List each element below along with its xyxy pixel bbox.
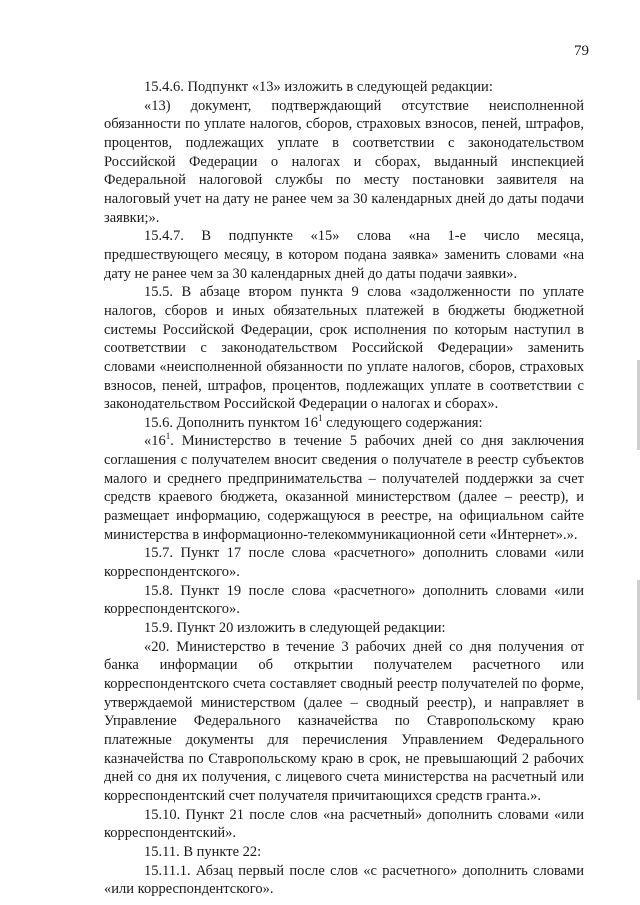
- paragraph-text: следующего содержания:: [322, 414, 483, 431]
- paragraph: «20. Министерство в течение 3 рабочих дней со дня получения от банка информации об открытии получателем расчетного или корреспондентского счета составляет сводный реестр получателей по форме, утверждаемой министерством (далее – сводный реестр), и направляет в Управление Федерального казначейства по Ставропольскому краю платежные документы для перечисления Управлением Федерального казначейства по Ставропольскому краю в срок, не превышающий 2 рабочих дней со дня их получения, с лицевого счета министерства на расчетный или корреспондентский счет получателя причитающихся средств гранта.».: [104, 638, 584, 804]
- paragraph-text: 15.6. Дополнить пунктом 16: [144, 414, 318, 431]
- paragraph-text: «16: [144, 433, 166, 450]
- paragraph: 15.5. В абзаце втором пункта 9 слова «задолженности по уплате налогов, сборов и иных обязательных платежей в бюджеты бюджетной системы Российской Федерации, срок исполнения по которым наступил в соответствии с законодательством Российской Федерации» заменить словами «неисполненной обязанности по уплате налогов, сборов, страховых взносов, пеней, штрафов, процентов, подлежащих уплате в соответствии с законодательством Российской Федерации о налогах и сборах».: [104, 284, 584, 413]
- paragraph-text: . Министерство в течение 5 рабочих дней со дня заключения соглашения с получателем вносит сведения о получателе в реестр субъектов малого и среднего предпринимательства – получателей поддержки за счет средств краевого бюджета, оказанной министерством (далее – реестр), и размещает информацию, содержащуюся в реестре, на официальном сайте министерства в информационно-телекоммуникационной сети «Интернет».».: [104, 433, 584, 543]
- paragraph: «13) документ, подтверждающий отсутствие неисполненной обязанности по уплате налогов, сборов, страховых взносов, пеней, штрафов, процентов, подлежащих уплате в соответствии с законодательством Российской Федерации о налогах и сборах, выданный инспекцией Федеральной налоговой службы по месту постановки заявителя на налоговый учет на дату не ранее чем за 30 календарных дней до даты подачи заявки;».: [104, 97, 584, 226]
- superscript: 1: [317, 412, 323, 423]
- page-number: 79: [574, 43, 589, 59]
- paragraph: 15.11. В пункте 22:: [144, 843, 262, 860]
- paragraph: 15.9. Пункт 20 изложить в следующей редакции:: [144, 620, 446, 637]
- paragraph: 15.11.1. Абзац первый после слов «с расчетного» дополнить словами «или корреспондентского».: [104, 862, 584, 898]
- superscript: 1: [165, 431, 171, 442]
- document-body: [104, 78, 584, 899]
- paragraph: 15.10. Пункт 21 после слов «на расчетный» дополнить словами «или корреспондентский».: [104, 806, 584, 842]
- paragraph: 15.4.6. Подпункт «13» изложить в следующей редакции:: [144, 79, 493, 95]
- paragraph: [104, 432, 584, 544]
- paragraph: [104, 414, 584, 433]
- paragraph: 15.8. Пункт 19 после слова «расчетного» дополнить словами «или корреспондентского».: [104, 582, 584, 618]
- paragraph: 15.4.7. В подпункте «15» слова «на 1-е число месяца, предшествующего месяцу, в котором подана заявка» заменить словами «на дату не ранее чем за 30 календарных дней до даты подачи заявки».: [104, 228, 584, 282]
- paragraph: 15.7. Пункт 17 после слова «расчетного» дополнить словами «или корреспондентского».: [104, 545, 584, 581]
